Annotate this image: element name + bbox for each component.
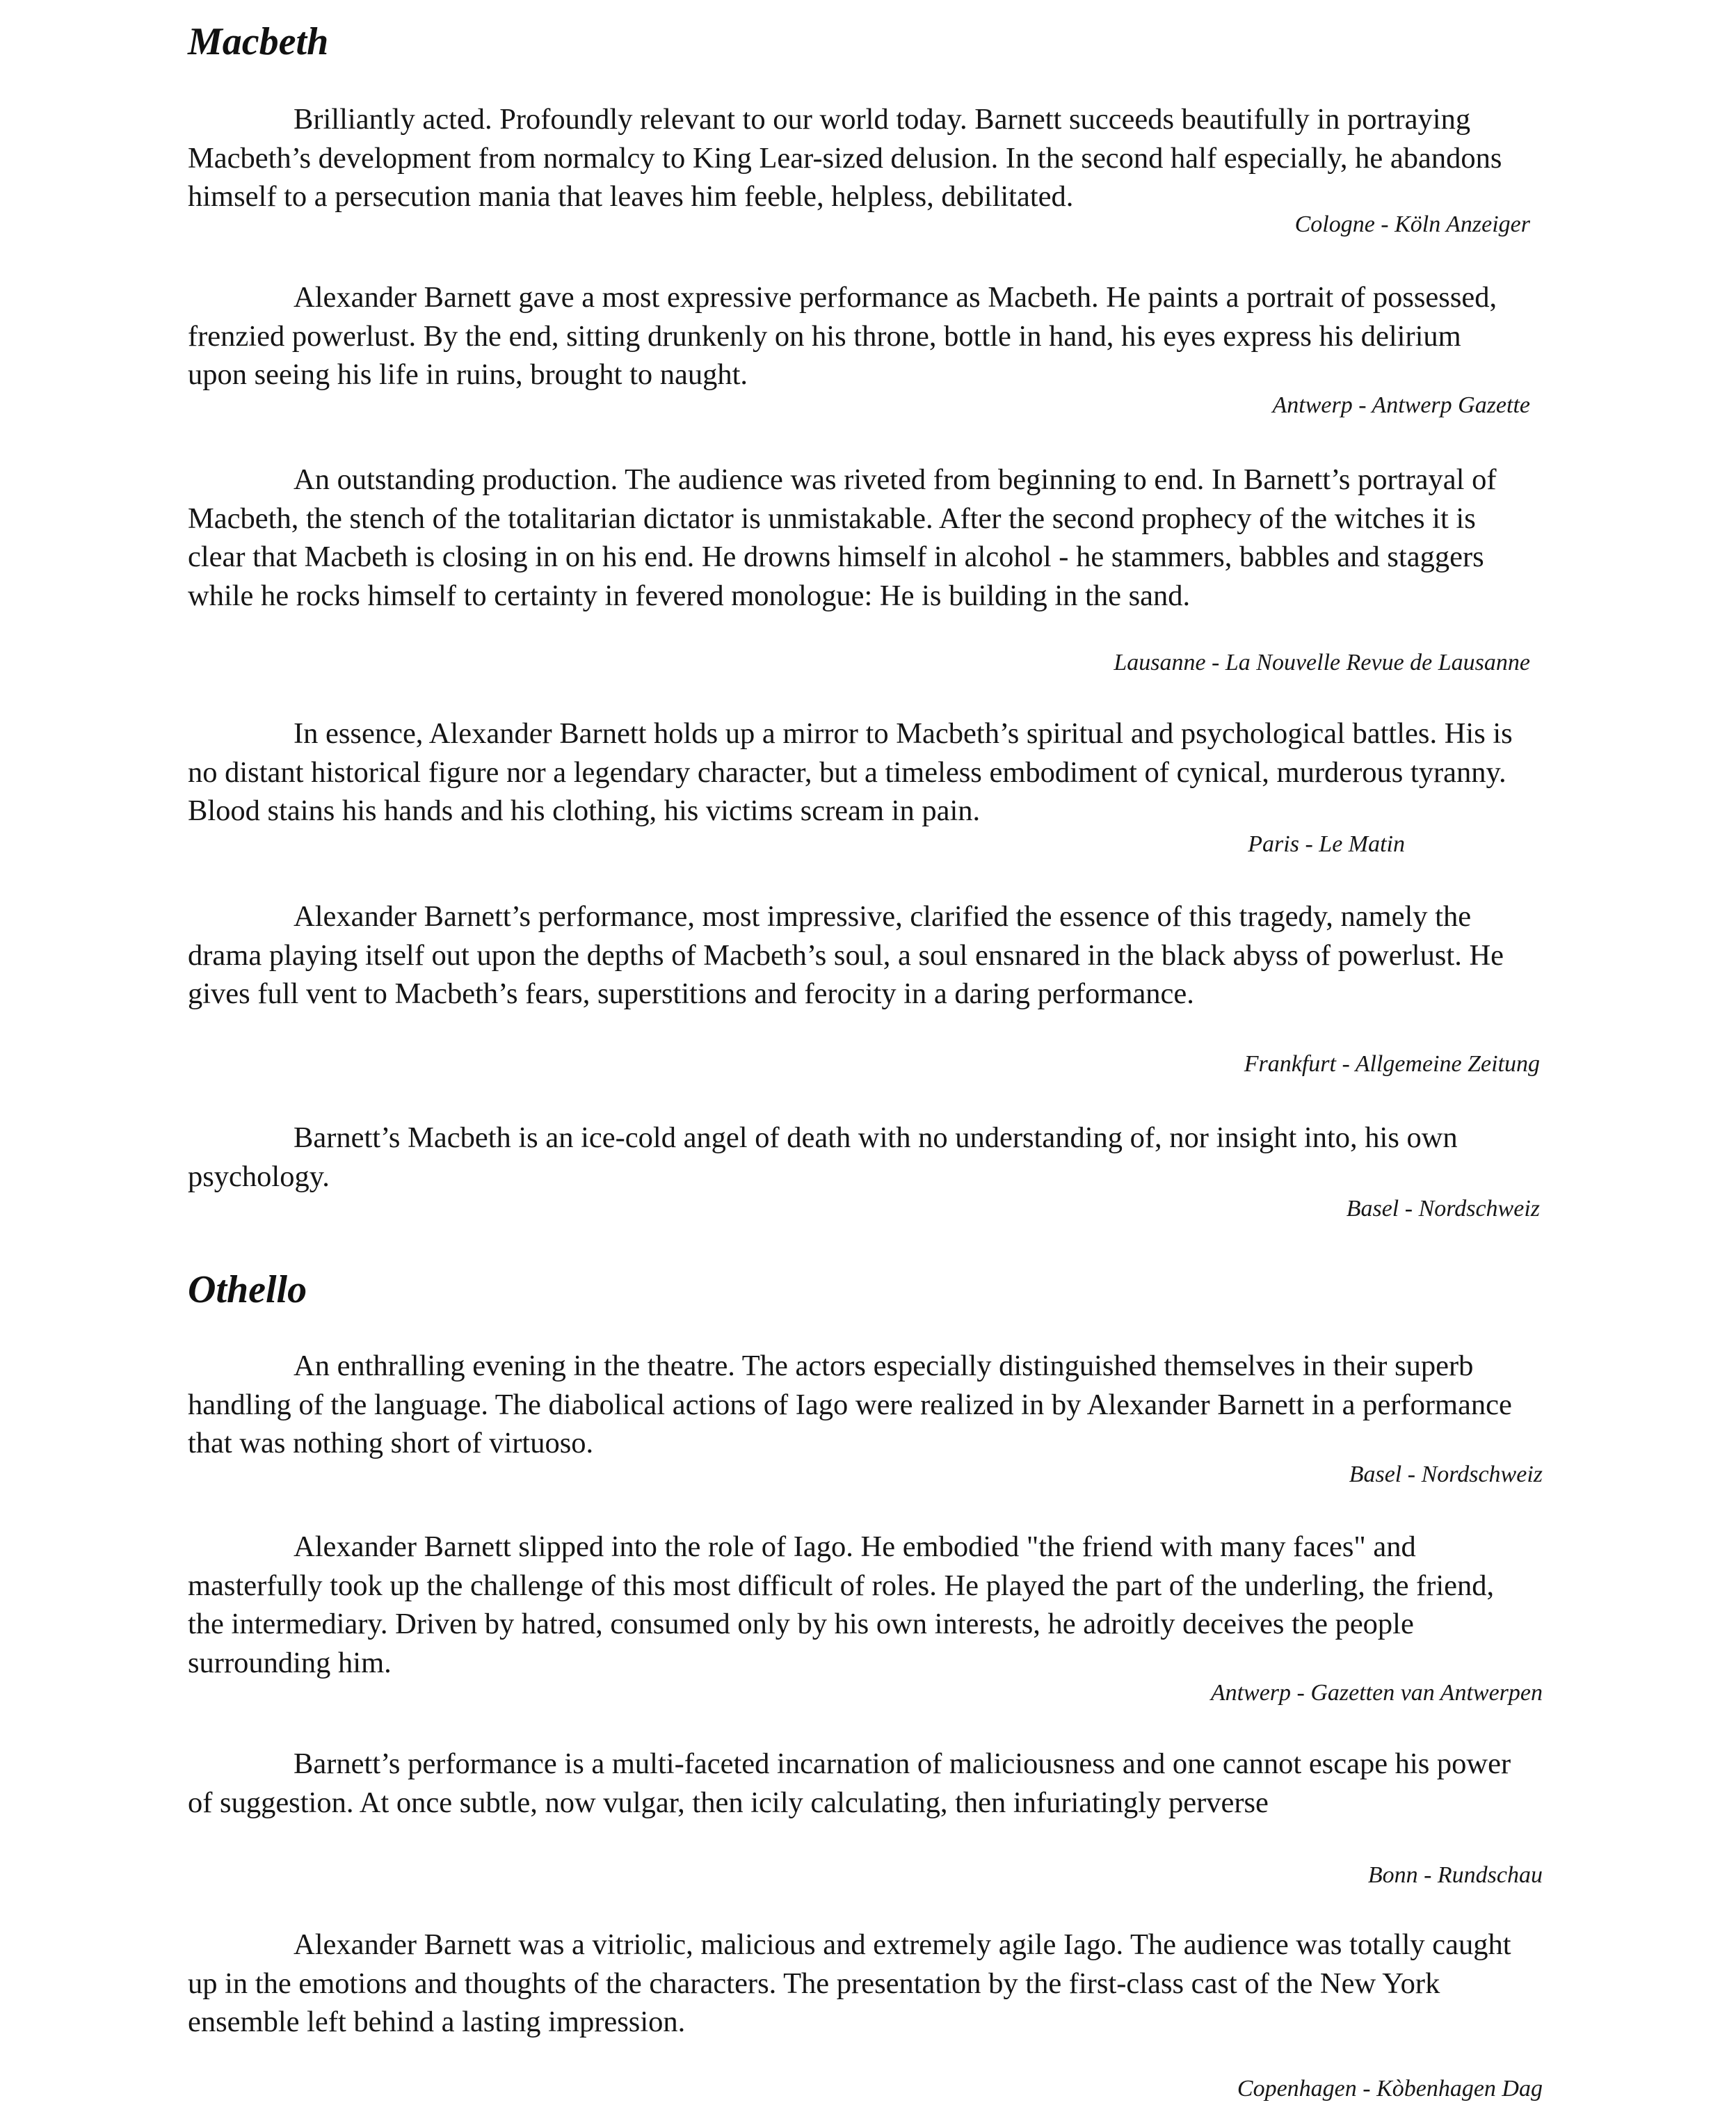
review-text: Alexander Barnett’s performance, most impressive, clarified the essence of this tragedy, namely the drama playing itself out upon the depths of Macbeth’s soul, a soul ensnared in the black abyss of powerlust. He gives full vent to Macbeth’s fears, superstitions and ferocity in a daring performance.	[188, 900, 1504, 1010]
review-text: An outstanding production. The audience was riveted from beginning to end. In Barnett’s portrayal of Macbeth, the stench of the totalitarian dictator is unmistakable. After the second prophecy of the witches it is clear that Macbeth is closing in on his end. He drowns himself in alcohol - he stammers, babbles and staggers while he rocks himself to certainty in fevered monologue: He is building in the sand.	[188, 463, 1497, 612]
review-text: Barnett’s performance is a multi-faceted incarnation of maliciousness and one cannot escape his power of suggestion. At once subtle, now vulgar, then icily calculating, then infuriatingly perverse	[188, 1747, 1511, 1819]
review-source: Paris - Le Matin	[1248, 831, 1405, 857]
review-text: Alexander Barnett was a vitriolic, malicious and extremely agile Iago. The audience was totally caught up in the emotions and thoughts of the characters. The presentation by the first-class cast of the New York ensemble left behind a lasting impression.	[188, 1928, 1511, 2038]
review-text: Brilliantly acted. Profoundly relevant to our world today. Barnett succeeds beautifully in portraying Macbeth’s development from normalcy to King Lear-sized delusion. In the second half especially, he abandons himself to a persecution mania that leaves him feeble, helpless, debilitated.	[188, 103, 1502, 213]
review-source: Antwerp - Gazetten van Antwerpen	[1210, 1680, 1543, 1706]
review-text: Alexander Barnett slipped into the role of Iago. He embodied "the friend with many faces" and masterfully took up the challenge of this most difficult of roles. He played the part of the underling, the friend, the intermediary. Driven by hatred, consumed only by his own interests, he adroitly deceives the people surrounding him.	[188, 1530, 1495, 1679]
review-text: In essence, Alexander Barnett holds up a mirror to Macbeth’s spiritual and psychological battles. His is no distant historical figure nor a legendary character, but a timeless embodiment of cynical, murderous tyranny. Blood stains his hands and his clothing, his victims scream in pain.	[188, 717, 1513, 827]
review-source: Frankfurt - Allgemeine Zeitung	[1244, 1051, 1540, 1077]
review-source: Basel - Nordschweiz	[1349, 1462, 1543, 1487]
review-source: Antwerp - Antwerp Gazette	[1272, 392, 1530, 418]
review-text: Alexander Barnett gave a most expressive performance as Macbeth. He paints a portrait of possessed, frenzied powerlust. By the end, sitting drunkenly on his throne, bottle in hand, his eyes express his delirium upon seeing his life in ruins, brought to naught.	[188, 281, 1497, 391]
review-source: Copenhagen - Kòbenhagen Dag	[1237, 2076, 1543, 2102]
review-source: Bonn - Rundschau	[1367, 1862, 1543, 1888]
review-source: Lausanne - La Nouvelle Revue de Lausanne	[1114, 650, 1530, 675]
review-source: Cologne - Köln Anzeiger	[1294, 211, 1530, 237]
section-title-macbeth: Macbeth	[188, 20, 329, 63]
review-source: Basel - Nordschweiz	[1346, 1196, 1540, 1222]
review-text: Barnett’s Macbeth is an ice-cold angel of death with no understanding of, nor insight into, his own psychology.	[188, 1121, 1458, 1193]
review-text: An enthralling evening in the theatre. The actors especially distinguished themselves in their superb handling of the language. The diabolical actions of Iago were realized in by Alexander Barnett in a performance that was nothing short of virtuoso.	[188, 1350, 1512, 1459]
section-title-othello: Othello	[188, 1268, 307, 1311]
